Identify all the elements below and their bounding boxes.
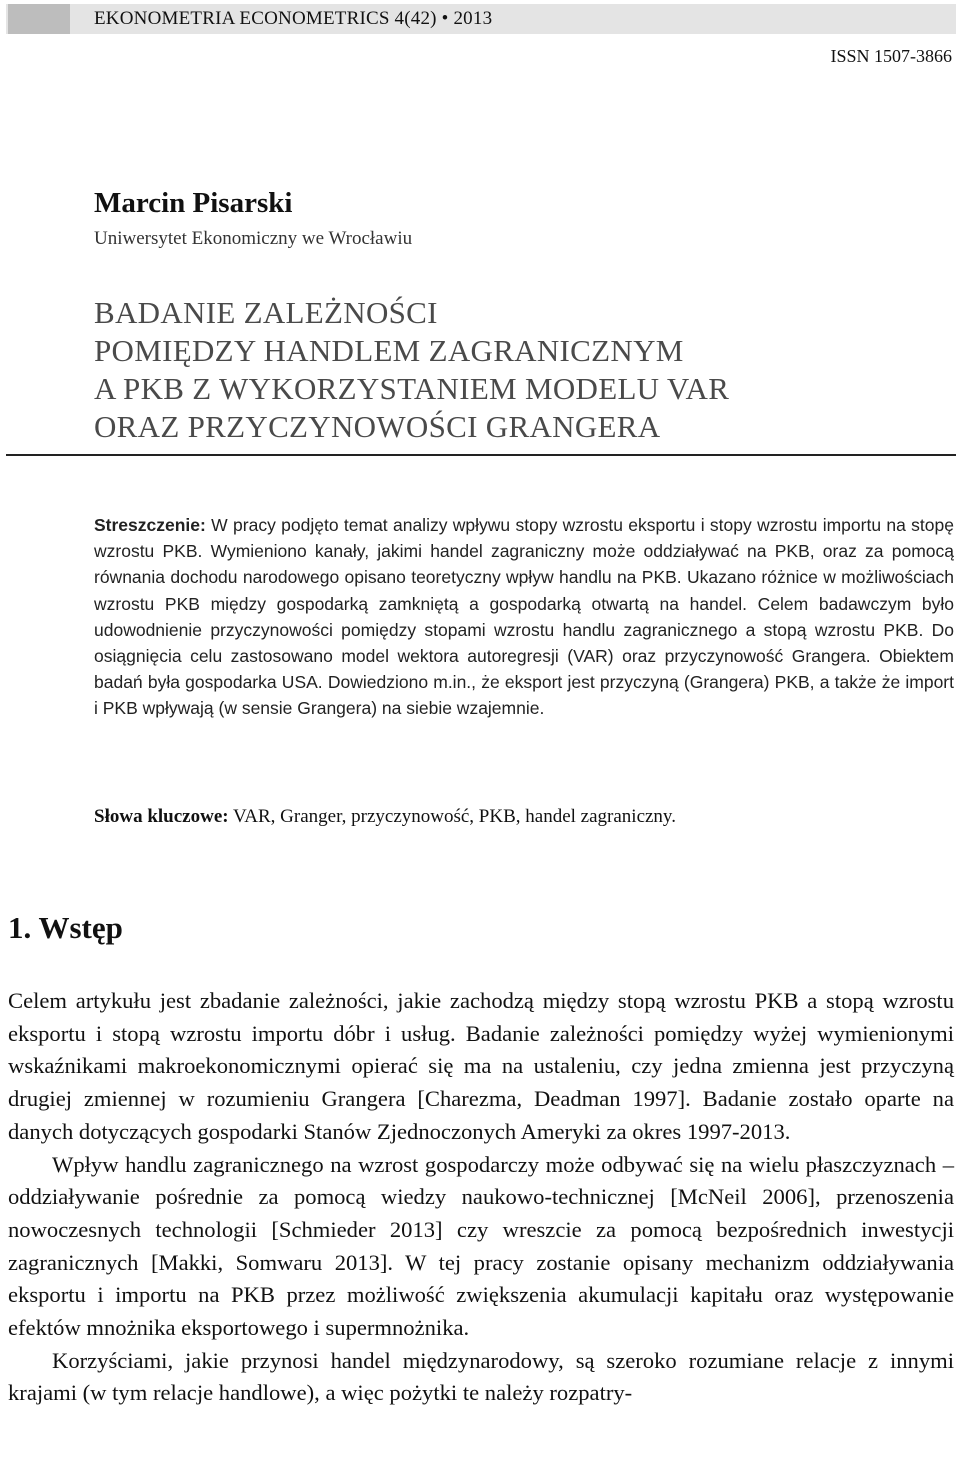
body-paragraph: Wpływ handlu zagranicznego na wzrost gospodarczy może odbywać się na wielu płaszczyznach – oddziaływanie pośrednie za pomocą wiedzy naukowo-technicznej [McNeil 2006], przenoszenia nowoczesnych technologii [Schmieder 2013] czy wreszcie za pomocą bezpośrednich inwestycji zagranicznych [Makki, Somwaru 2013]. W tej pracy zostanie opisany mechanizm oddziaływania eksportu i importu na PKB przez możliwość zwiększenia akumulacji kapitału oraz występowanie efektów mnożnika eksportowego i supermnożnika.: [8, 1151, 954, 1341]
keywords: [94, 806, 954, 828]
keywords-text: VAR, Granger, przyczynowość, PKB, handel zagraniczny.: [228, 806, 676, 827]
author-name: Marcin Pisarski: [94, 187, 293, 219]
title-line: POMIĘDZY HANDLEM ZAGRANICZNYM: [94, 333, 684, 368]
body-paragraph: Celem artykułu jest zbadanie zależności, jakie zachodzą między stopą wzrostu PKB a stopą wzrostu eksportu i stopą wzrostu importu dóbr i usług. Badanie zależności pomiędzy wyżej wymienionymi wskaźnikami makroekonomicznymi opierać się ma na ustaleniu, czy jedna zmienna jest przyczyną drugiej zmiennej w rozumieniu Grangera [Charezma, Deadman 1997]. Badanie zostało oparte na danych dotyczących gospodarki Stanów Zjednoczonych Ameryki za okres 1997-2013.: [8, 988, 954, 1144]
abstract-text: W pracy podjęto temat analizy wpływu stopy wzrostu eksportu i stopy wzrostu importu na stopę wzrostu PKB. Wymieniono kanały, jakimi handel zagraniczny może oddziaływać na PKB, oraz za pomocą równania dochodu narodowego opisano teoretyczny wpływ handlu na PKB. Ukazano różnice w możliwościach wzrostu PKB między gospodarką zamkniętą a gospodarką otwartą na handel. Celem badawczym było udowodnienie przyczynowości pomiędzy stopami wzrostu handlu zagranicznego a stopą wzrostu PKB. Do osiągnięcia celu zastosowano model wektora autoregresji (VAR) oraz przyczynowość Grangera. Obiektem badań była gospodarka USA. Dowiedziono m.in., że eksport jest przyczyną (Grangera) PKB, a także że import i PKB wpływają (w sensie Grangera) na siebie wzajemnie.: [94, 515, 954, 719]
paper-title: [94, 294, 729, 446]
keywords-label: Słowa kluczowe:: [94, 806, 229, 827]
author-affiliation: Uniwersytet Ekonomiczny we Wrocławiu: [94, 228, 413, 249]
abstract: [94, 512, 954, 722]
issn-number: ISSN 1507-3866: [830, 46, 952, 66]
body-text: [8, 985, 954, 1410]
header-gray-block: [8, 4, 70, 34]
title-line: BADANIE ZALEŻNOŚCI: [94, 295, 438, 330]
body-paragraph: Korzyściami, jakie przynosi handel międzynarodowy, są szeroko rozumiane relacje z innymi krajami (w tym relacje handlowe), a więc pożytki te należy rozpatry-: [8, 1347, 954, 1406]
title-divider: [6, 454, 956, 456]
abstract-label: Streszczenie:: [94, 515, 206, 535]
section-heading: 1. Wstęp: [8, 910, 123, 945]
journal-name: EKONOMETRIA ECONOMETRICS 4(42) • 2013: [94, 8, 493, 29]
title-line: ORAZ PRZYCZYNOWOŚCI GRANGERA: [94, 409, 661, 444]
title-line: A PKB Z WYKORZYSTANIEM MODELU VAR: [94, 371, 730, 406]
